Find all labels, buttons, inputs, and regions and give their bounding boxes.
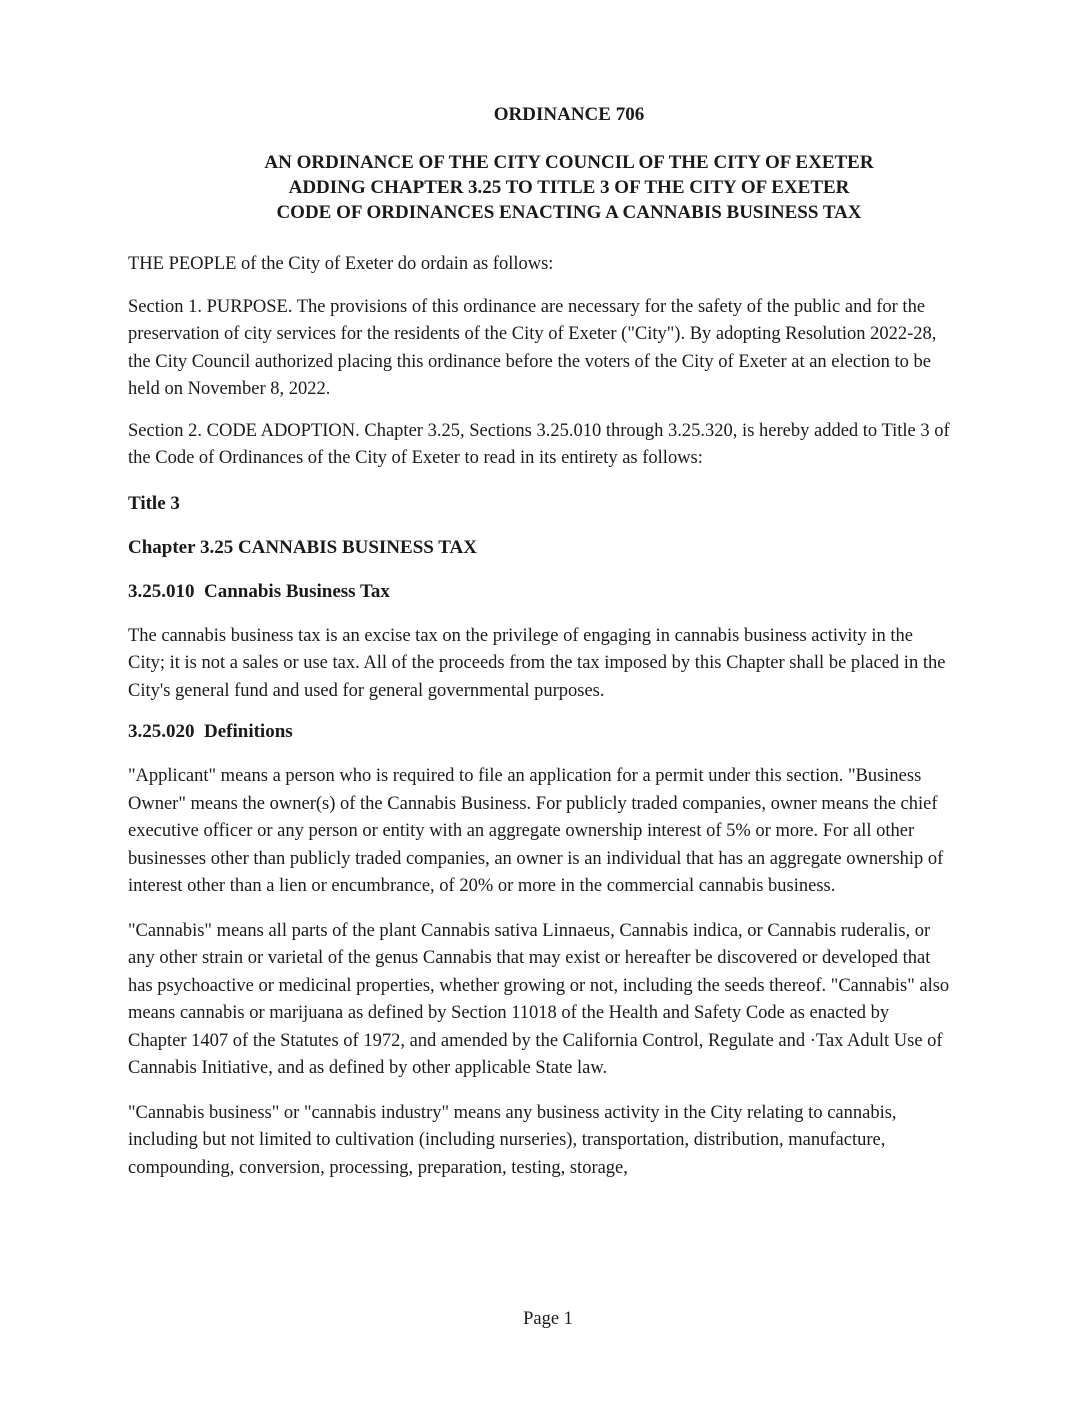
document-body <box>128 102 950 1197</box>
definition-cannabis: "Cannabis" means all parts of the plant Cannabis sativa Linnaeus, Cannabis indica, or Cannabis ruderalis, or any other strain or varietal of the genus Cannabis that may exist or hereafter be discovered or developed that has psychoactive or medicinal properties, whether growing or not, including the seeds thereof. "Cannabis" also means cannabis or marijuana as defined by Section 11018 of the Health and Safety Code as enacted by Chapter 1407 of the Statutes of 1972, and amended by the California Control, Regulate and ·Tax Adult Use of Cannabis Initiative, and as defined by other applicable State law. <box>128 920 950 1078</box>
chapter-heading: Chapter 3.25 CANNABIS BUSINESS TAX <box>128 536 477 558</box>
section-010-text: The cannabis business tax is an excise tax on the privilege of engaging in cannabis business activity in the City; it is not a sales or use tax. All of the proceeds from the tax imposed by this Chapter shall be placed in the City's general fund and used for general governmental purposes. <box>128 625 946 701</box>
section-2-code-adoption: Section 2. CODE ADOPTION. Chapter 3.25, Sections 3.25.010 through 3.25.320, is hereby added to Title 3 of the Code of Ordinances of the City of Exeter to read in its entirety as follows: <box>128 420 950 468</box>
section-010-heading: 3.25.010 Cannabis Business Tax <box>128 580 390 602</box>
ordinance-number: ORDINANCE 706 <box>493 104 645 125</box>
ordinance-title-line-3: CODE OF ORDINANCES ENACTING A CANNABIS BUSINESS TAX <box>276 202 862 223</box>
ordinance-title-line-1: AN ORDINANCE OF THE CITY COUNCIL OF THE CITY OF EXETER <box>264 152 874 173</box>
ordinance-title <box>128 150 950 225</box>
ordinance-title-line-2: ADDING CHAPTER 3.25 TO TITLE 3 OF THE CITY OF EXETER <box>288 177 850 198</box>
section-020-heading: 3.25.020 Definitions <box>128 721 293 742</box>
definition-applicant: "Applicant" means a person who is required to file an application for a permit under this section. "Business Owner" means the owner(s) of the Cannabis Business. For publicly traded companies, owner means the chief executive officer or any person or entity with an aggregate ownership interest of 5% or more. For all other businesses other than publicly traded companies, an owner is an individual that has an aggregate ownership of interest other than a lien or encumbrance, of 20% or more in the commercial cannabis business. <box>128 766 944 896</box>
page-number: Page 1 <box>523 1309 573 1329</box>
title-heading: Title 3 <box>128 492 180 514</box>
preamble: THE PEOPLE of the City of Exeter do ordain as follows: <box>128 254 554 274</box>
section-1-purpose: Section 1. PURPOSE. The provisions of this ordinance are necessary for the safety of the public and for the preservation of city services for the residents of the City of Exeter ("City"). By adopting Resolution 2022-28, the City Council authorized placing this ordinance before the voters of the City of Exeter at an election to be held on November 8, 2022. <box>128 296 937 399</box>
definition-cannabis-business: "Cannabis business" or "cannabis industry" means any business activity in the City relating to cannabis, including but not limited to cultivation (including nurseries), transportation, distribution, manufacture, compounding, conversion, processing, preparation, testing, storage, <box>128 1102 897 1178</box>
